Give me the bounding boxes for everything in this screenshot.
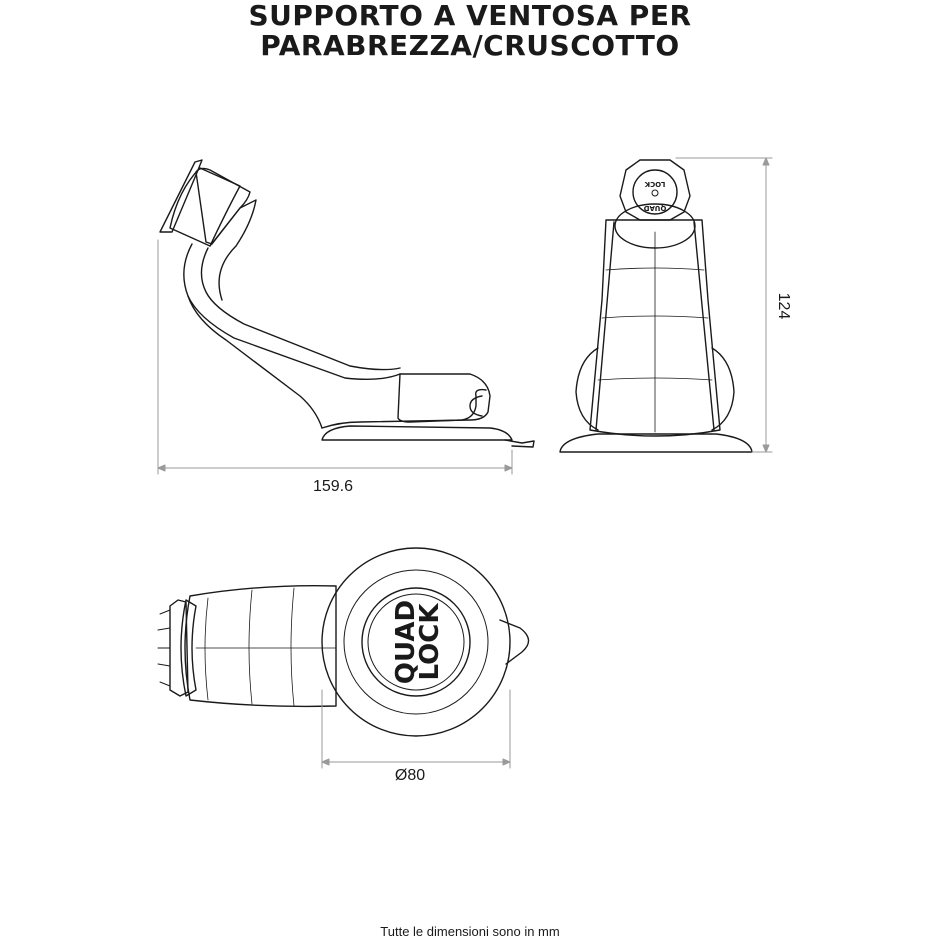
title-line-1: SUPPORTO A VENTOSA PER: [248, 0, 692, 32]
top-view: [158, 548, 529, 784]
footer-note: Tutte le dimensioni sono in mm: [380, 924, 560, 939]
top-arm-band-3: [291, 588, 294, 706]
top-diameter-dimension: [322, 690, 510, 768]
side-mount-cap: [196, 168, 250, 244]
front-lever-right: [712, 348, 734, 430]
top-logo-quad: QUAD: [391, 599, 421, 685]
side-arm-outer: [184, 244, 490, 428]
side-suction-base: [322, 426, 512, 440]
side-lever: [398, 374, 486, 422]
side-neck: [210, 200, 256, 300]
side-width-label: 159.6: [312, 478, 354, 495]
front-height-dimension: [676, 158, 772, 452]
title-line-2: PARABREZZA/CRUSCOTTO: [260, 29, 680, 62]
front-lock-button: [652, 190, 658, 196]
side-view: [158, 160, 534, 495]
front-logo-lock: LOCK: [644, 180, 666, 188]
side-release-tab: [505, 440, 534, 447]
front-height-label: 124: [775, 292, 792, 320]
top-arm-band-2: [249, 590, 252, 704]
side-width-dimension: [158, 240, 512, 474]
front-lever-left: [576, 348, 598, 430]
side-arm-inner: [201, 248, 400, 370]
front-suction-base: [560, 434, 752, 452]
front-view: [560, 158, 792, 452]
top-release-tab: [500, 620, 529, 664]
top-logo-lock: LOCK: [415, 603, 445, 681]
top-arm-band-1: [205, 598, 208, 700]
top-diameter-label: Ø80: [394, 767, 426, 784]
front-logo-quad: QUAD: [643, 204, 667, 212]
top-mount-ring: [181, 600, 196, 696]
top-mount-teeth: [158, 610, 170, 686]
